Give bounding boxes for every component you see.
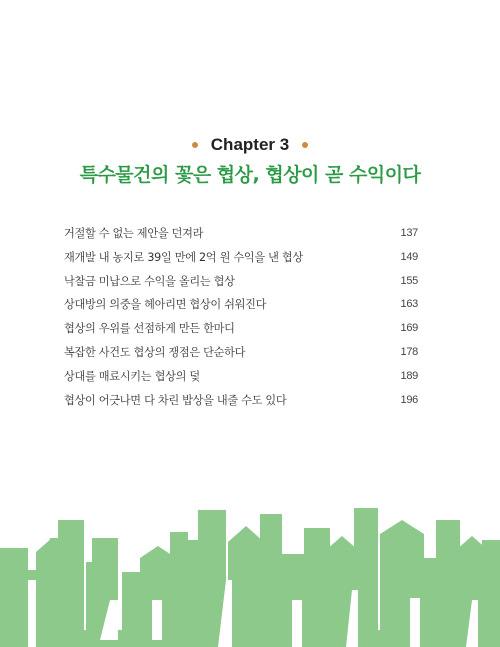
bullet-dot-left (192, 142, 198, 148)
toc-entry (64, 246, 418, 270)
toc-entry (64, 270, 418, 294)
toc-entry-title: 협상의 우위를 선점하게 만든 한마디 (64, 322, 235, 336)
chapter-title: 특수물건의 꽃은 협상, 협상이 곧 수익이다 (79, 164, 421, 186)
toc-entry-page: 163 (400, 298, 418, 311)
toc-entry-page: 169 (400, 322, 418, 335)
toc-entry-title: 협상이 어긋나면 다 차린 밥상을 내줄 수도 있다 (64, 393, 287, 407)
chapter-heading (0, 133, 500, 157)
toc-entry-page: 196 (400, 393, 418, 406)
toc-entry-page: 137 (400, 227, 418, 239)
toc-entry-page: 189 (400, 369, 418, 382)
toc-entry-page: 155 (400, 274, 418, 287)
table-of-contents (64, 222, 418, 412)
toc-entry (64, 341, 418, 365)
toc-entry-title: 상대를 매료시키는 협상의 덫 (64, 369, 200, 383)
bullet-dot-right (302, 142, 308, 148)
toc-entry (64, 293, 418, 317)
toc-entry-page: 178 (400, 345, 418, 358)
toc-entry-title: 재개발 내 농지로 39일 만에 2억 원 수익을 낸 협상 (64, 250, 303, 264)
toc-entry (64, 317, 418, 341)
toc-entry (64, 222, 418, 246)
toc-entry-title: 상대방의 의중을 헤아리면 협상이 쉬워진다 (64, 298, 267, 312)
chapter-label: Chapter 3 (210, 135, 290, 154)
city-skyline-illustration (0, 480, 500, 647)
toc-entry (64, 389, 418, 413)
toc-entry (64, 365, 418, 389)
toc-entry-title: 복잡한 사건도 협상의 쟁점은 단순하다 (64, 345, 246, 359)
toc-entry-page: 149 (400, 250, 418, 263)
skyline-buildings (0, 508, 500, 647)
toc-entry-title: 낙찰금 미납으로 수익을 올리는 협상 (64, 274, 235, 288)
toc-entry-title: 거절할 수 없는 제안을 던져라 (64, 227, 204, 240)
